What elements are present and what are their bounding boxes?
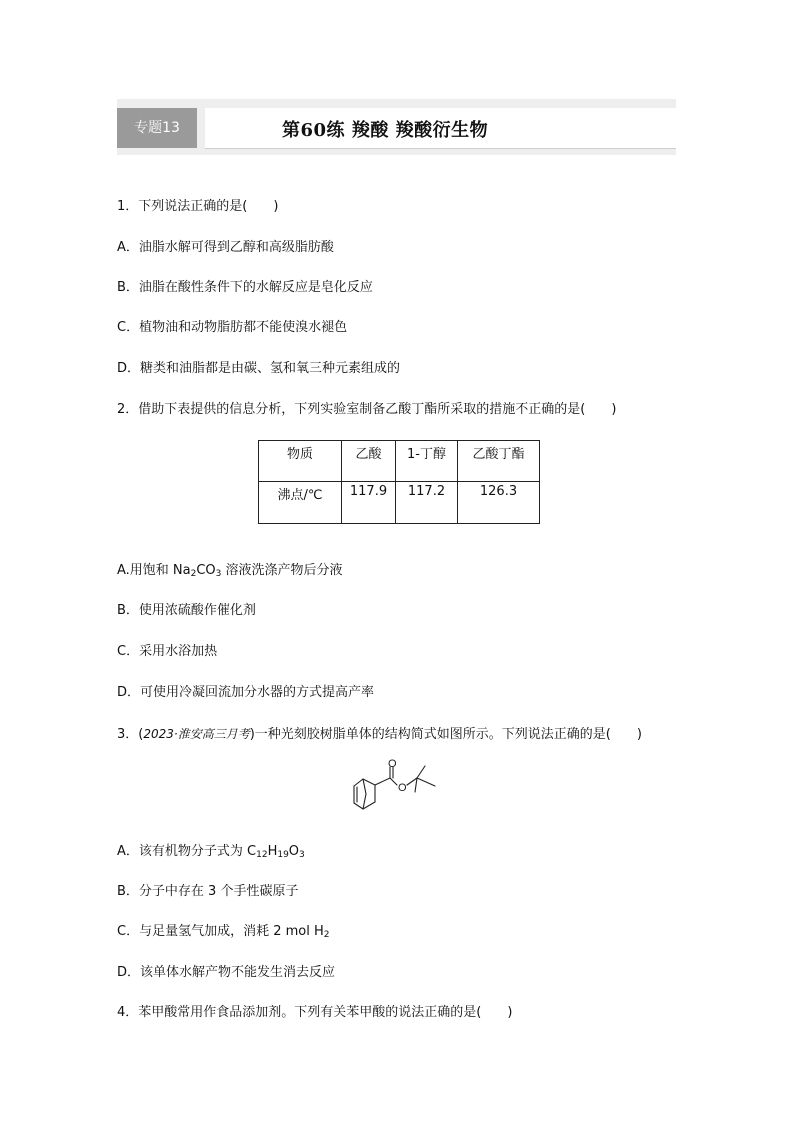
- q3-source: 2023·淮安高三月考: [143, 727, 250, 741]
- table-cell: 物质: [259, 441, 342, 482]
- table-header-row: [259, 441, 540, 482]
- table-cell: 117.2: [396, 482, 458, 524]
- oxygen-label-ester: O: [398, 782, 407, 794]
- q2-option-d: D．可使用冷凝回流加分水器的方式提高产率: [117, 685, 375, 700]
- q3-stem: 3．(2023·淮安高三月考)一种光刻胶树脂单体的结构简式如图所示。下列说法正确的是( ): [117, 727, 642, 742]
- q4-stem: 4．苯甲酸常用作食品添加剂。下列有关苯甲酸的说法正确的是( ): [117, 1005, 513, 1020]
- q1-stem: 1．下列说法正确的是( ): [117, 199, 279, 214]
- table-cell: 乙酸丁酯: [458, 441, 540, 482]
- q3-option-c: C．与足量氢气加成，消耗 2 mol $H_2$: [117, 924, 330, 940]
- structural-formula: [345, 758, 445, 820]
- q3-option-d: D．该单体水解产物不能发生消去反应: [117, 965, 336, 980]
- topic-tag: 专题13: [117, 108, 197, 148]
- table-cell: 沸点/℃: [259, 482, 342, 524]
- q1-option-b: B．油脂在酸性条件下的水解反应是皂化反应: [117, 280, 373, 295]
- table-cell: 1-丁醇: [396, 441, 458, 482]
- table-cell: 117.9: [342, 482, 396, 524]
- q2-option-a: A.用饱和 $Na_2CO_3$ 溶液洗涤产物后分液: [117, 563, 343, 579]
- table-row: [259, 482, 540, 524]
- q2-option-c: C．采用水浴加热: [117, 644, 218, 659]
- table-cell: 126.3: [458, 482, 540, 524]
- q1-option-a: A．油脂水解可得到乙醇和高级脂肪酸: [117, 240, 334, 255]
- q2-option-b: B．使用浓硫酸作催化剂: [117, 603, 256, 618]
- q1-option-d: D．糖类和油脂都是由碳、氢和氧三种元素组成的: [117, 361, 401, 376]
- page-title: 第60练 羧酸 羧酸衍生物: [282, 120, 489, 141]
- q3-option-b: B．分子中存在 3 个手性碳原子: [117, 884, 299, 899]
- q1-option-c: C．植物油和动物脂肪都不能使溴水褪色: [117, 320, 348, 335]
- q3-option-a: A．该有机物分子式为 $C_{12}H_{19}O_3$: [117, 844, 305, 860]
- boiling-point-table: [258, 440, 540, 524]
- table-cell: 乙酸: [342, 441, 396, 482]
- q2-stem: 2．借助下表提供的信息分析，下列实验室制备乙酸丁酯所采取的措施不正确的是( ): [117, 402, 617, 417]
- oxygen-label-carbonyl: O: [388, 758, 397, 770]
